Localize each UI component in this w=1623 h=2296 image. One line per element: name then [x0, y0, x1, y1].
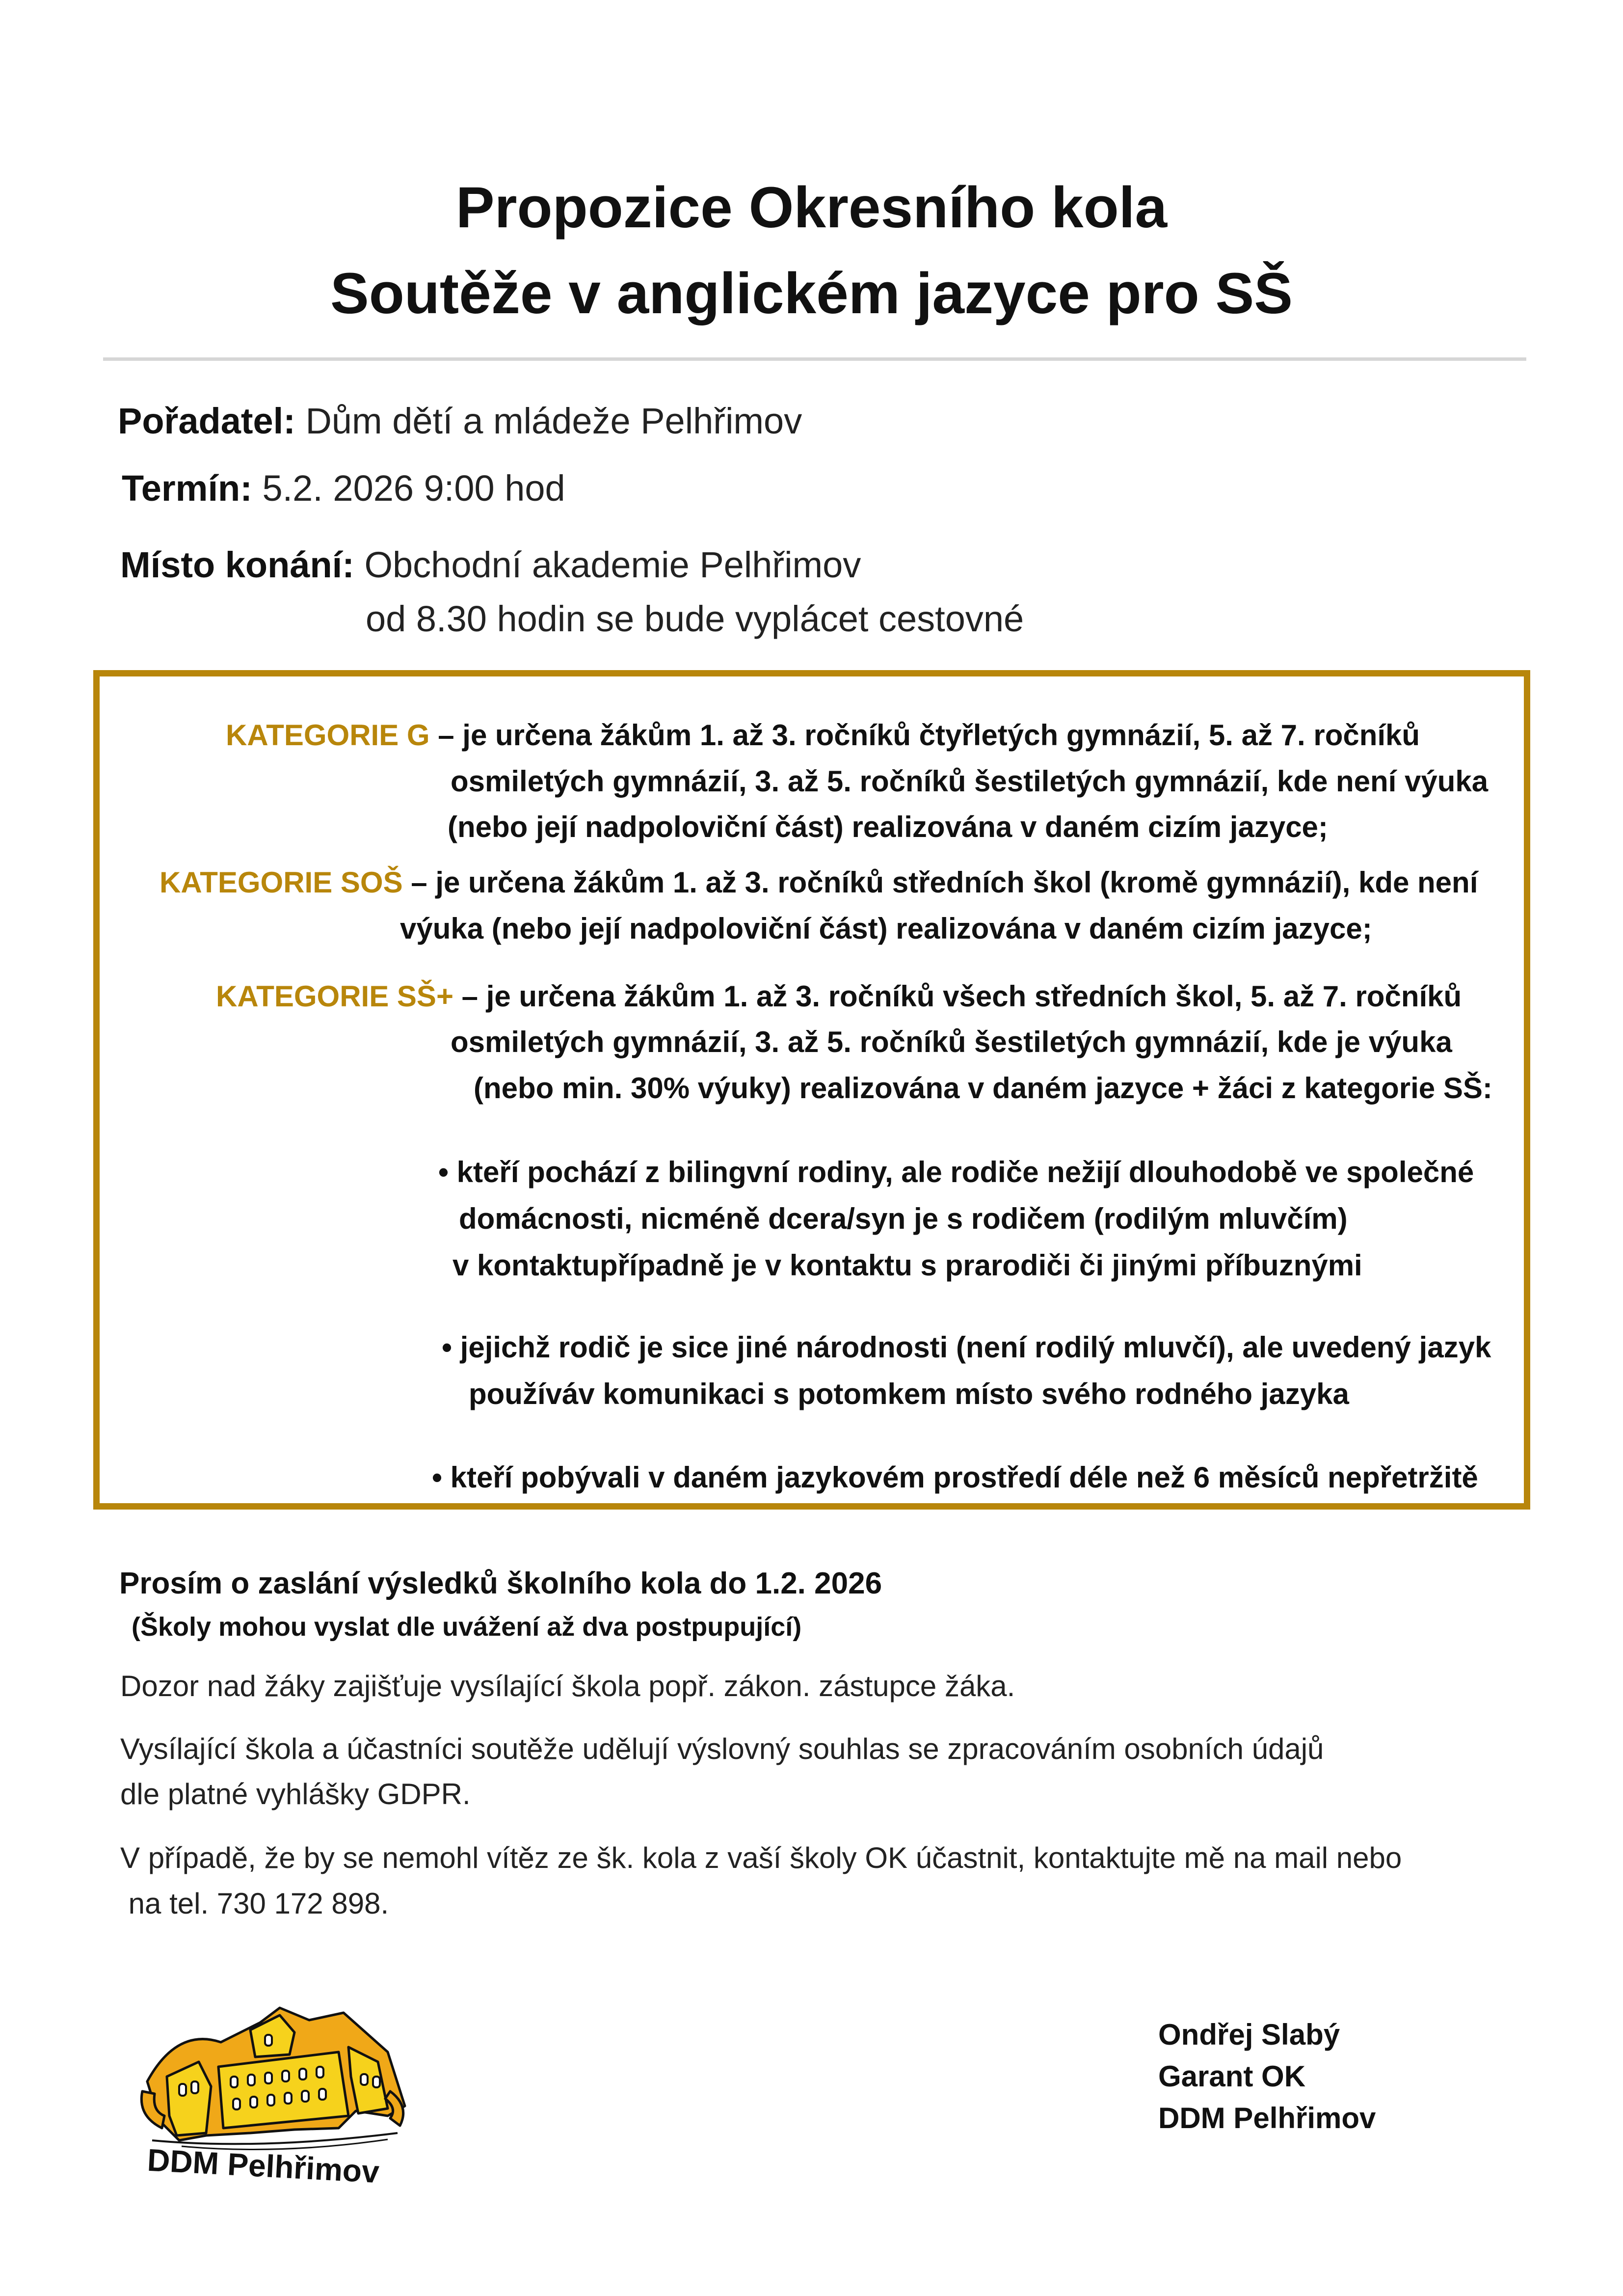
signature-org: DDM Pelhřimov [1158, 2102, 1376, 2134]
ddm-logo [133, 1993, 417, 2199]
bullet-1-line2: domácnosti, nicméně dcera/syn je s rodičem (rodilým mluvčím) [459, 1202, 1348, 1235]
gdpr-line1: Vysílající škola a účastníci soutěže udělují výslovný souhlas se zpracováním osobních údajů [120, 1732, 1324, 1765]
results-note: Prosím o zaslání výsledků školního kola do 1.2. 2026 [119, 1567, 882, 1600]
logo-text: DDM Pelhřimov [146, 2142, 380, 2190]
signature-name: Ondřej Slabý [1158, 2018, 1340, 2051]
category-g-line1 [226, 718, 1420, 752]
signature-role: Garant OK [1158, 2060, 1306, 2093]
date-row [122, 467, 565, 509]
bullet-3-line1: • kteří pobývali v daném jazykovém prostředí déle než 6 měsíců nepřetržitě [432, 1461, 1478, 1494]
category-ss-label: KATEGORIE SŠ+ [216, 980, 453, 1013]
organizer-row [118, 400, 802, 442]
supervision-note: Dozor nad žáky zajišťuje vysílající škola popř. zákon. zástupce žáka. [120, 1670, 1015, 1702]
bullet-2-line1: • jejichž rodič je sice jiné národnosti (není rodilý mluvčí), ale uvedený jazyk [442, 1331, 1491, 1364]
contact-line2: na tel. 730 172 898. [120, 1887, 389, 1920]
category-ss-line2: osmiletých gymnázií, 3. až 5. ročníků šestiletých gymnázií, kde je výuka [451, 1026, 1452, 1058]
page-title-line2: Soutěže v anglickém jazyce pro SŠ [330, 261, 1293, 326]
results-subnote: (Školy mohou vyslat dle uvážení až dva postpupující) [132, 1612, 802, 1642]
category-sos-line2: výuka (nebo její nadpoloviční část) realizována v daném cizím jazyce; [400, 912, 1372, 945]
venue-label: Místo konání: [120, 544, 354, 585]
category-sos-text1: – je určena žákům 1. až 3. ročníků středních škol (kromě gymnázií), kde není [402, 866, 1478, 899]
venue-value: Obchodní akademie Pelhřimov [364, 544, 861, 585]
title-divider [103, 357, 1526, 361]
bullet-1-line3: v kontaktupřípadně je v kontaktu s prarodiči či jinými příbuznými [452, 1249, 1362, 1282]
page-title-line1: Propozice Okresního kola [455, 175, 1168, 240]
category-sos-line1 [160, 865, 1478, 899]
category-g-label: KATEGORIE G [226, 719, 430, 752]
category-ss-text1: – je určena žákům 1. až 3. ročníků všech středních škol, 5. až 7. ročníků [453, 980, 1462, 1013]
category-ss-line1 [216, 979, 1462, 1013]
contact-line1: V případě, že by se nemohl vítěz ze šk. kola z vaší školy OK účastnit, kontaktujte mě na mail nebo [120, 1841, 1402, 1874]
gdpr-line2: dle platné vyhlášky GDPR. [120, 1778, 471, 1810]
bullet-2-line2: používáv komunikaci s potomkem místo svého rodného jazyka [469, 1378, 1349, 1410]
venue-row [120, 544, 861, 586]
date-value: 5.2. 2026 9:00 hod [262, 468, 565, 509]
category-g-line3: (nebo její nadpoloviční část) realizována v daném cizím jazyce; [448, 810, 1328, 843]
venue-note: od 8.30 hodin se bude vyplácet cestovné [366, 598, 1024, 639]
category-ss-line3: (nebo min. 30% výuky) realizována v daném jazyce + žáci z kategorie SŠ: [474, 1072, 1492, 1105]
category-g-text1: – je určena žákům 1. až 3. ročníků čtyřletých gymnázií, 5. až 7. ročníků [429, 719, 1420, 752]
date-label: Termín: [122, 468, 252, 509]
organizer-label: Pořadatel: [118, 401, 295, 441]
category-sos-label: KATEGORIE SOŠ [160, 866, 403, 899]
category-g-line2: osmiletých gymnázií, 3. až 5. ročníků šestiletých gymnázií, kde není výuka [451, 765, 1489, 798]
bullet-1-line1: • kteří pochází z bilingvní rodiny, ale rodiče nežijí dlouhodobě ve společné [438, 1156, 1474, 1189]
organizer-value: Dům dětí a mládeže Pelhřimov [305, 401, 802, 441]
